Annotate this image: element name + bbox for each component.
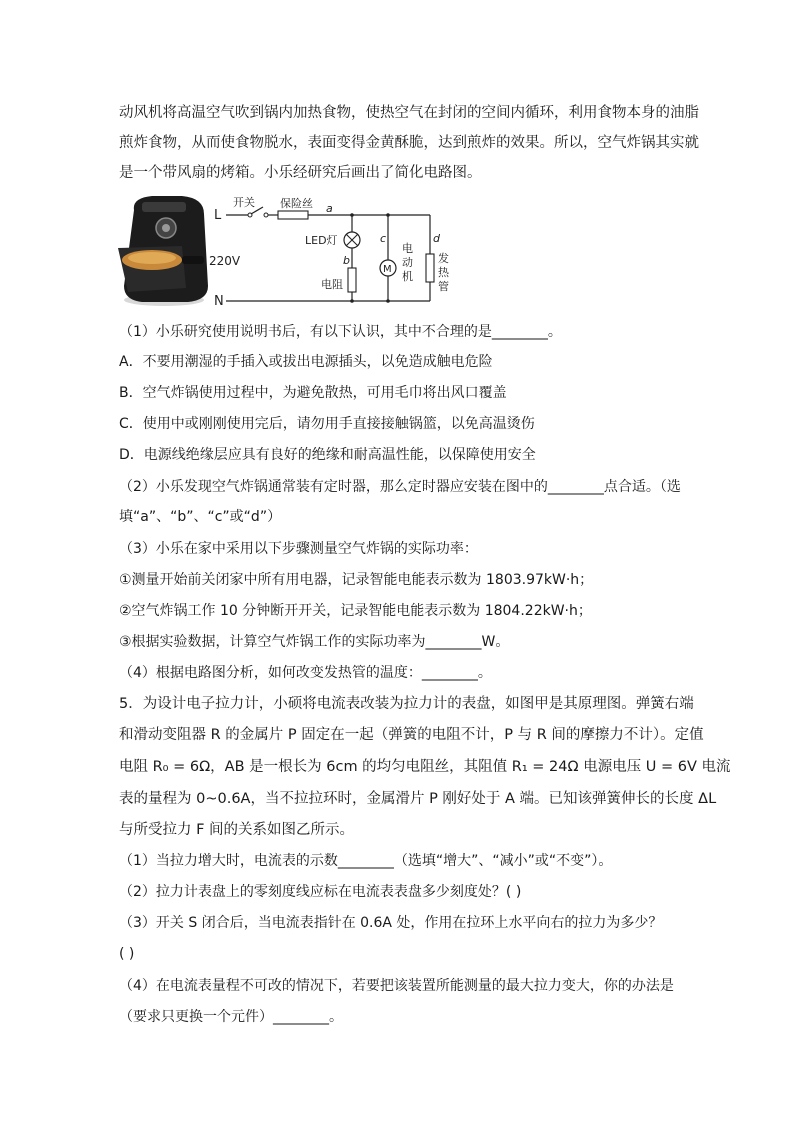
label-motor-2: 动 [402,256,413,269]
label-heater-1: 发 [438,252,449,265]
q5-part3-line1: （3）开关 S 闭合后，当电流表指针在 0.6A 处，作用在拉环上水平向右的拉力为多少？ [119,915,663,931]
q4-part1: （1）小乐研究使用说明书后，有以下认识，其中不合理的是________。 [119,324,562,340]
point-c: c [380,232,387,245]
point-b: b [343,254,350,267]
heater-symbol [426,254,434,282]
q4-option-d: D．电源线绝缘层应具有良好的绝缘和耐高温性能，以保障使用安全 [119,447,536,463]
q5-part4-line2: （要求只更换一个元件）________。 [119,1009,343,1025]
q4-option-c: C．使用中或刚刚使用完后，请勿用手直接接触锅篮，以免高温烫伤 [119,416,535,432]
air-fryer-image [118,196,208,306]
label-resistor: 电阻 [321,278,343,291]
label-L: L [214,208,222,223]
label-motor-3: 机 [402,270,413,283]
q5-line4: 表的量程为 0~0.6A，当不拉拉环时，金属滑片 P 刚好处于 A 端。已知该弹簧伸长的长度 ΔL [119,791,717,807]
label-led: LED灯 [305,234,338,247]
label-switch: 开关 [233,196,255,209]
q4-step1: ①测量开始前关闭家中所有用电器，记录智能电能表示数为 1803.97kW·h； [119,572,594,588]
q4-part2-line1: （2）小乐发现空气炸锅通常装有定时器，那么定时器应安装在图中的________点合适。（选 [119,479,681,495]
q4-step3: ③根据实验数据，计算空气炸锅工作的实际功率为________W。 [119,634,510,650]
air-fryer-figure [112,190,462,312]
point-d: d [433,232,440,245]
intro-line-3: 是一个带风扇的烤箱。小乐经研究后画出了简化电路图。 [119,165,482,181]
q5-part2: （2）拉力计表盘上的零刻度线应标在电流表表盘多少刻度处？( ) [119,884,522,900]
intro-line-1: 动风机将高温空气吹到锅内加热食物，使热空气在封闭的空间内循环，利用食物本身的油脂 [119,105,699,121]
motor-M: M [383,264,392,275]
q5-line1: 5．为设计电子拉力计，小硕将电流表改装为拉力计的表盘，如图甲是其原理图。弹簧右端 [119,696,694,712]
q4-option-b: B．空气炸锅使用过程中，为避免散热，可用毛巾将出风口覆盖 [119,385,507,401]
q5-line2: 和滑动变阻器 R 的金属片 P 固定在一起（弹簧的电阻不计，P 与 R 间的摩擦力不计）。定值 [119,727,704,743]
q4-part4: （4）根据电路图分析，如何改变发热管的温度：________。 [119,665,492,681]
q4-option-a: A．不要用潮湿的手插入或拔出电源插头，以免造成触电危险 [119,354,493,370]
q5-part1: （1）当拉力增大时，电流表的示数________（选填“增大”、“减小”或“不变”）。 [119,853,613,869]
q4-part3: （3）小乐在家中采用以下步骤测量空气炸锅的实际功率： [119,541,478,557]
q5-line5: 与所受拉力 F 间的关系如图乙所示。 [119,822,355,838]
label-N: N [214,294,224,309]
label-heater-2: 热 [438,266,449,279]
label-voltage: 220V [209,254,241,268]
q5-part4-line1: （4）在电流表量程不可改的情况下，若要把该装置所能测量的最大拉力变大，你的办法是 [119,978,674,994]
q5-line3: 电阻 R₀ = 6Ω，AB 是一根长为 6cm 的均匀电阻丝，其阻值 R₁ = 24Ω 电源电压 U = 6V 电流 [119,759,731,775]
intro-line-2: 煎炸食物，从而使食物脱水，表面变得金黄酥脆，达到煎炸的效果。所以，空气炸锅其实就 [119,135,699,151]
q4-step2: ②空气炸锅工作 10 分钟断开开关，记录智能电能表示数为 1804.22kW·h； [119,603,592,619]
label-motor-1: 电 [402,242,413,255]
label-fuse: 保险丝 [280,197,313,210]
fuse-symbol [278,211,308,219]
q5-part3-line2: ( ) [119,946,135,962]
q4-part2-line2: 填“a”、“b”、“c”或“d”） [119,509,282,525]
label-heater-3: 管 [438,280,449,293]
point-a: a [326,202,333,215]
resistor-symbol [348,268,356,292]
